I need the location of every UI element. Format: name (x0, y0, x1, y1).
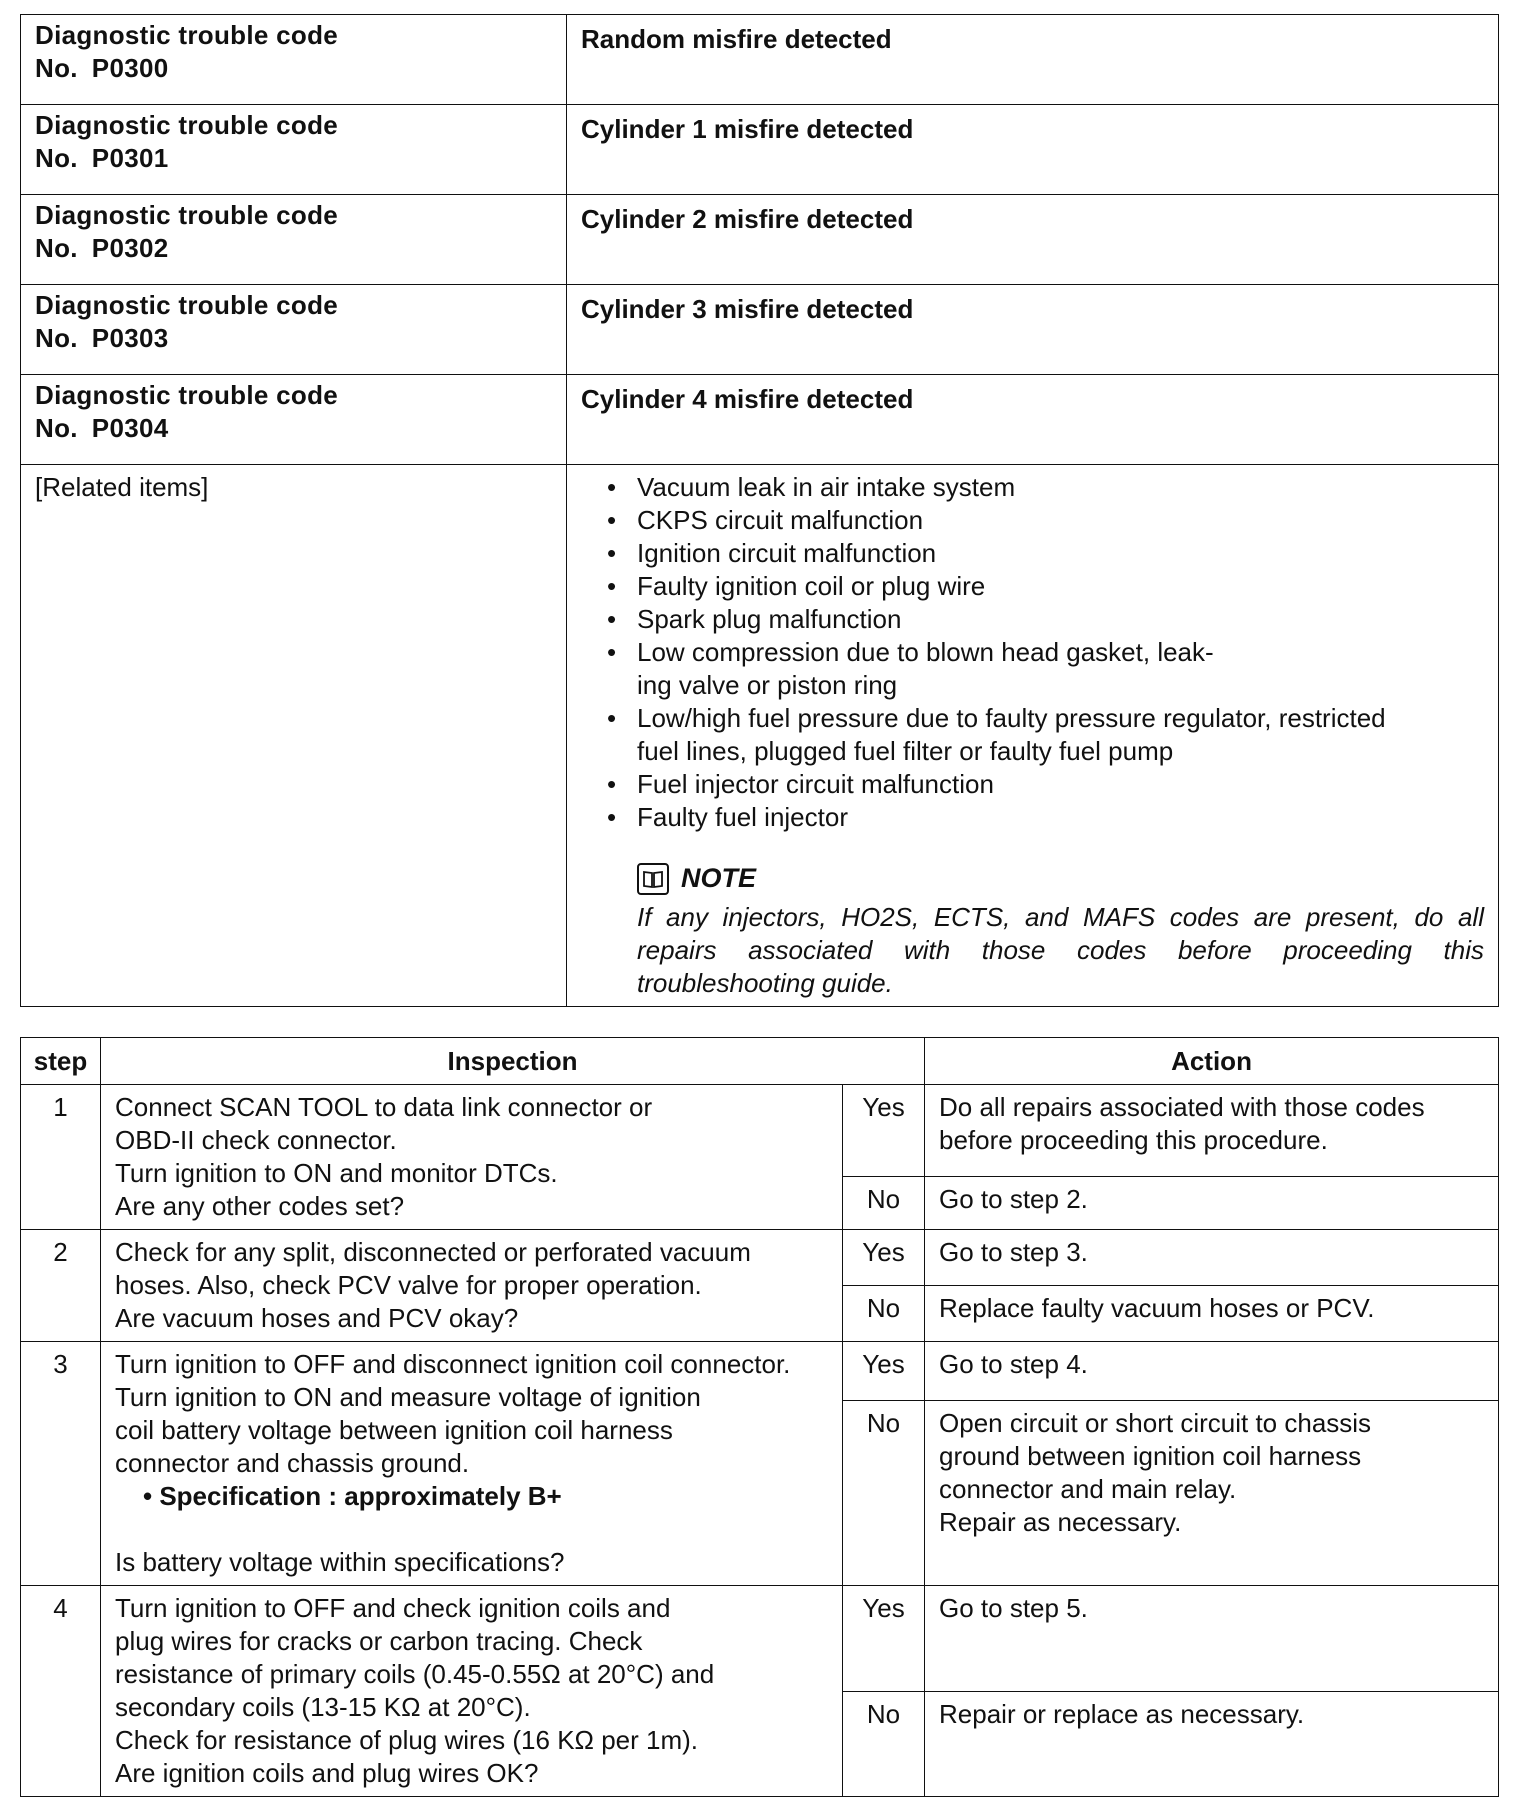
dtc-no-prefix: No. (35, 53, 78, 83)
related-item-line: Faulty fuel injector (637, 802, 848, 832)
yes-label: Yes (843, 1085, 925, 1177)
inspection-line: Turn ignition to OFF and check ignition coils and (115, 1593, 671, 1623)
inspection-line: hoses. Also, check PCV valve for proper operation. (115, 1270, 702, 1300)
related-item-line: Low compression due to blown head gasket, leak- (637, 637, 1214, 667)
step-number: 4 (21, 1586, 101, 1797)
related-items-row (21, 465, 1499, 1007)
no-action (925, 1400, 1499, 1585)
related-item-line: ing valve or piston ring (637, 670, 898, 700)
step-row-yes (21, 1085, 1499, 1177)
related-item-line: Vacuum leak in air intake system (637, 472, 1016, 502)
related-item-line: fuel lines, plugged fuel filter or faulty fuel pump (637, 736, 1174, 766)
yes-action (925, 1085, 1499, 1177)
inspection-question: Is battery voltage within specifications? (115, 1547, 565, 1577)
action-line: Repair or replace as necessary. (939, 1698, 1305, 1729)
step-number: 1 (21, 1085, 101, 1230)
related-item-line: Spark plug malfunction (637, 604, 902, 634)
dtc-description: Cylinder 1 misfire detected (567, 105, 1499, 195)
dtc-code: P0304 (91, 413, 169, 443)
inspection-line: resistance of primary coils (0.45-0.55Ω at 20°C) and (115, 1659, 715, 1689)
bullet-icon: • (607, 802, 617, 832)
dtc-no-prefix: No. (35, 323, 78, 353)
step-number: 2 (21, 1230, 101, 1342)
action-line: connector and main relay. (939, 1473, 1237, 1504)
no-action (925, 1691, 1499, 1797)
no-action (925, 1286, 1499, 1342)
related-item-line: Faulty ignition coil or plug wire (637, 571, 986, 601)
dtc-row (21, 195, 1499, 285)
inspection-line: coil battery voltage between ignition coil harness (115, 1415, 673, 1445)
related-item (607, 537, 1484, 570)
bullet-icon: • (607, 538, 617, 568)
dtc-code: P0300 (91, 53, 169, 83)
dtc-label: Diagnostic trouble code (35, 110, 339, 140)
yes-label: Yes (843, 1342, 925, 1401)
step-number: 3 (21, 1342, 101, 1586)
action-line: Replace faulty vacuum hoses or PCV. (939, 1293, 1375, 1323)
action-line: Repair as necessary. (939, 1506, 1182, 1537)
step-row-yes (21, 1586, 1499, 1692)
step-inspection (101, 1230, 843, 1342)
dtc-table-body (21, 15, 1499, 465)
related-item-line: Fuel injector circuit malfunction (637, 769, 994, 799)
specification: • Specification : approximately B+ (143, 1481, 562, 1511)
yes-action (925, 1342, 1499, 1401)
dtc-code: P0303 (91, 323, 169, 353)
step-row-yes (21, 1342, 1499, 1401)
spacer (115, 1513, 828, 1546)
dtc-table (20, 14, 1499, 1007)
related-item (607, 636, 1484, 702)
yes-action (925, 1586, 1499, 1692)
dtc-row (21, 375, 1499, 465)
step-inspection (101, 1085, 843, 1230)
dtc-no-prefix: No. (35, 233, 78, 263)
no-action (925, 1176, 1499, 1229)
yes-label: Yes (843, 1230, 925, 1286)
no-label: No (843, 1176, 925, 1229)
inspection-line: Are vacuum hoses and PCV okay? (115, 1303, 519, 1333)
note-text: If any injectors, HO2S, ECTS, and MAFS codes are present, do all repairs associated with those codes before proceeding this troubleshooting guide. (637, 902, 1484, 998)
related-item (607, 768, 1484, 801)
dtc-code: P0302 (91, 233, 169, 263)
related-item-line: Ignition circuit malfunction (637, 538, 937, 568)
inspection-line: Turn ignition to ON and monitor DTCs. (115, 1158, 558, 1188)
action-line: Open circuit or short circuit to chassis (939, 1407, 1372, 1438)
related-item (607, 504, 1484, 537)
related-items-cell (567, 465, 1499, 1007)
bullet-icon: • (607, 604, 617, 634)
related-item-line: CKPS circuit malfunction (637, 505, 924, 535)
dtc-code-cell (21, 285, 567, 375)
no-label: No (843, 1286, 925, 1342)
related-item (607, 702, 1484, 768)
dtc-number-line (35, 232, 552, 265)
bullet-icon: • (607, 472, 617, 502)
dtc-no-prefix: No. (35, 143, 78, 173)
note-box (607, 862, 1484, 1000)
step-row-yes (21, 1230, 1499, 1286)
book-icon (637, 863, 669, 895)
no-label: No (843, 1400, 925, 1585)
step-column-header: step (21, 1038, 101, 1085)
related-item-line: Low/high fuel pressure due to faulty pressure regulator, restricted (637, 703, 1386, 733)
inspection-line: Connect SCAN TOOL to data link connector or (115, 1092, 653, 1122)
inspection-line: Turn ignition to OFF and disconnect ignition coil connector. (115, 1349, 791, 1379)
action-line: Go to step 2. (939, 1183, 1088, 1214)
action-line: Go to step 5. (939, 1593, 1088, 1623)
related-item (607, 801, 1484, 834)
action-line: Go to step 4. (939, 1349, 1088, 1379)
bullet-icon: • (607, 703, 617, 733)
inspection-line: plug wires for cracks or carbon tracing. Check (115, 1626, 643, 1656)
inspection-line: Are any other codes set? (115, 1191, 405, 1221)
yes-action (925, 1230, 1499, 1286)
dtc-code-cell (21, 15, 567, 105)
related-item (607, 603, 1484, 636)
related-item (607, 471, 1484, 504)
dtc-row (21, 15, 1499, 105)
dtc-number-line (35, 322, 552, 355)
dtc-description: Cylinder 3 misfire detected (567, 285, 1499, 375)
dtc-row (21, 285, 1499, 375)
dtc-code-cell (21, 375, 567, 465)
inspection-line: secondary coils (13-15 KΩ at 20°C). (115, 1692, 531, 1722)
dtc-number-line (35, 412, 552, 445)
steps-table-body (21, 1085, 1499, 1797)
document (20, 14, 1499, 1797)
related-items-list (607, 471, 1484, 834)
note-header (637, 862, 1484, 895)
dtc-description: Random misfire detected (567, 15, 1499, 105)
dtc-label: Diagnostic trouble code (35, 200, 339, 230)
dtc-number-line (35, 52, 552, 85)
inspection-line: Check for resistance of plug wires (16 KΩ per 1m). (115, 1725, 698, 1755)
dtc-code-cell (21, 195, 567, 285)
step-inspection (101, 1342, 843, 1586)
action-line: ground between ignition coil harness (939, 1440, 1362, 1471)
action-line: Do all repairs associated with those codes (939, 1092, 1425, 1122)
dtc-number-line (35, 142, 552, 175)
step-inspection (101, 1586, 843, 1797)
yes-label: Yes (843, 1586, 925, 1692)
dtc-code: P0301 (91, 143, 169, 173)
inspection-line: Are ignition coils and plug wires OK? (115, 1758, 539, 1788)
dtc-code-cell (21, 105, 567, 195)
inspection-line: Turn ignition to ON and measure voltage of ignition (115, 1382, 701, 1412)
note-title: NOTE (681, 863, 757, 893)
inspection-line: connector and chassis ground. (115, 1448, 470, 1478)
inspection-line: Check for any split, disconnected or perforated vacuum (115, 1237, 751, 1267)
inspection-line: OBD-II check connector. (115, 1125, 397, 1155)
related-item (607, 570, 1484, 603)
inspection-column-header: Inspection (101, 1038, 925, 1085)
dtc-description: Cylinder 2 misfire detected (567, 195, 1499, 285)
no-label: No (843, 1691, 925, 1797)
related-items-label: [Related items] (21, 465, 567, 1007)
action-line: before proceeding this procedure. (939, 1125, 1328, 1155)
bullet-icon: • (607, 769, 617, 799)
action-column-header: Action (925, 1038, 1499, 1085)
dtc-description: Cylinder 4 misfire detected (567, 375, 1499, 465)
bullet-icon: • (607, 505, 617, 535)
dtc-row (21, 105, 1499, 195)
dtc-label: Diagnostic trouble code (35, 20, 339, 50)
bullet-icon: • (607, 571, 617, 601)
bullet-icon: • (607, 637, 617, 667)
steps-header-row (21, 1038, 1499, 1085)
dtc-no-prefix: No. (35, 413, 78, 443)
steps-table (20, 1037, 1499, 1797)
dtc-label: Diagnostic trouble code (35, 380, 339, 410)
action-line: Go to step 3. (939, 1237, 1088, 1267)
dtc-label: Diagnostic trouble code (35, 290, 339, 320)
